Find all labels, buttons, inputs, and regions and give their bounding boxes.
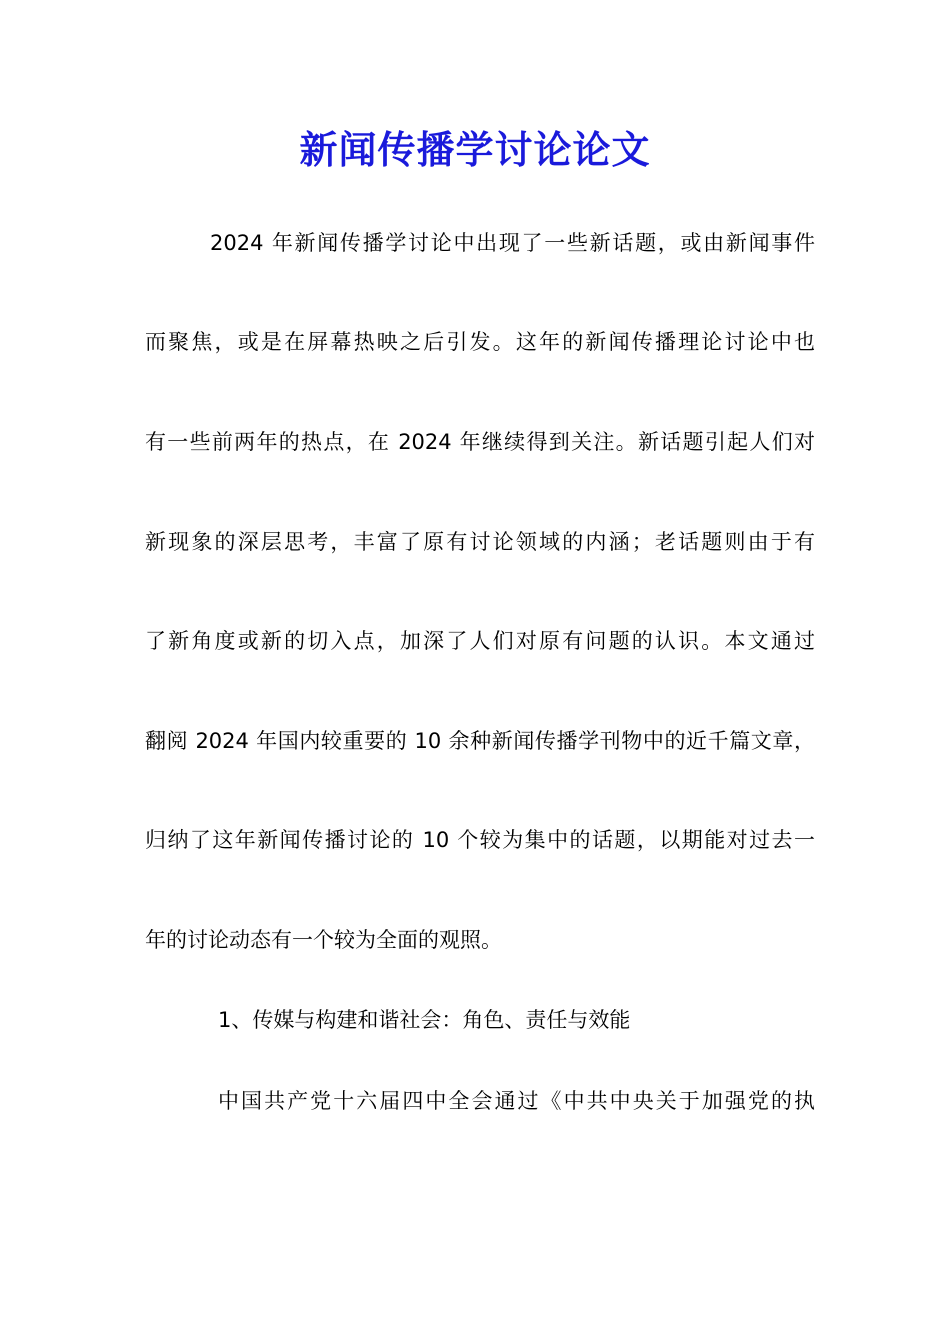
section-heading: 1、传媒与构建和谐社会：角色、责任与效能 bbox=[218, 1008, 631, 1032]
paragraph-line: 中国共产党十六届四中全会通过《中共中央关于加强党的执 bbox=[218, 1089, 815, 1113]
paragraph-line: 新现象的深层思考，丰富了原有讨论领域的内涵；老话题则由于有 bbox=[145, 530, 815, 554]
paragraph-line: 年的讨论动态有一个较为全面的观照。 bbox=[145, 928, 502, 952]
paragraph-line: 了新角度或新的切入点，加深了人们对原有问题的认识。本文通过 bbox=[145, 629, 815, 653]
document-title: 新闻传播学讨论论文 bbox=[299, 127, 651, 172]
paragraph-line: 2024 年新闻传播学讨论中出现了一些新话题，或由新闻事件 bbox=[210, 231, 815, 255]
paragraph-line: 翻阅 2024 年国内较重要的 10 余种新闻传播学刊物中的近千篇文章， bbox=[145, 729, 815, 753]
paragraph-line: 有一些前两年的热点，在 2024 年继续得到关注。新话题引起人们对 bbox=[145, 430, 815, 454]
paragraph-line: 而聚焦，或是在屏幕热映之后引发。这年的新闻传播理论讨论中也 bbox=[145, 330, 815, 354]
paragraph-line: 归纳了这年新闻传播讨论的 10 个较为集中的话题，以期能对过去一 bbox=[145, 828, 815, 852]
